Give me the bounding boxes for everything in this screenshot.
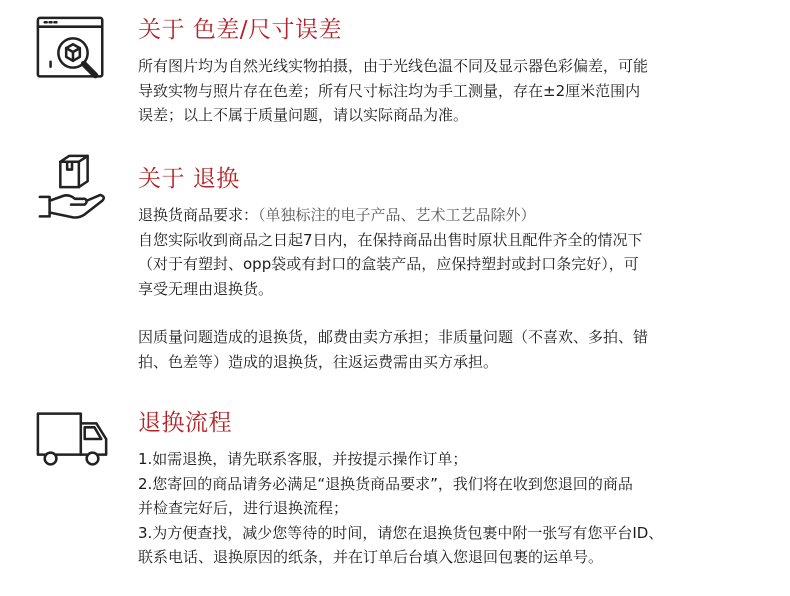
requirement-note: （单独标注的电子产品、艺术工艺品除外） [258, 206, 536, 224]
text-line: 2.您寄回的商品请务必满足“退换货商品要求”，我们将在收到您退回的商品 [138, 474, 633, 493]
text-line: 因质量问题造成的退换货，邮费由卖方承担；非质量问题（不喜欢、多拍、错 [138, 328, 649, 346]
text-line: 拍、色差等）造成的退换货，往返运费需由买方承担。 [138, 352, 499, 371]
truck-icon [34, 400, 112, 478]
text-line: 享受无理由退换货。 [138, 279, 274, 298]
section-title: 关于 退换 [138, 166, 240, 192]
text-line: 1.如需退换，请先联系客服，并按提示操作订单； [138, 450, 468, 468]
section-body [138, 447, 778, 570]
section-body [138, 54, 778, 128]
text-line: 导致实物与照片存在色差；所有尺寸标注均为手工测量，存在±2厘米范围内 [138, 81, 641, 100]
search-box-icon [34, 14, 112, 92]
section-title: 退换流程 [138, 410, 232, 436]
requirement-label: 退换货商品要求： [138, 206, 259, 224]
section-body [138, 203, 778, 374]
text-line: 3.为方便查找，减少您等待的时间，请您在退换货包裹中附一张写有您平台ID、 [138, 523, 664, 542]
text-line: 联系电话、退换原因的纸条，并在订单后台填入您退回包裹的运单号。 [138, 548, 604, 566]
paragraph-gap [138, 301, 778, 325]
section-title: 关于 色差/尺寸误差 [138, 17, 343, 43]
text-line: 误差；以上不属于质量问题，请以实际商品为准。 [138, 106, 469, 124]
text-line: 所有图片均为自然光线实物拍摄，由于光线色温不同及显示器色彩偏差，可能 [138, 57, 649, 75]
text-line: 自您实际收到商品之日起7日内，在保持商品出售时原状且配件齐全的情况下 [138, 230, 643, 249]
requirement-line [138, 203, 778, 228]
hand-box-icon [34, 152, 112, 230]
text-line: （对于有塑封、opp袋或有封口的盒装产品，应保持塑封或封口条完好），可 [138, 255, 639, 273]
text-line: 并检查完好后，进行退换流程； [138, 499, 349, 517]
